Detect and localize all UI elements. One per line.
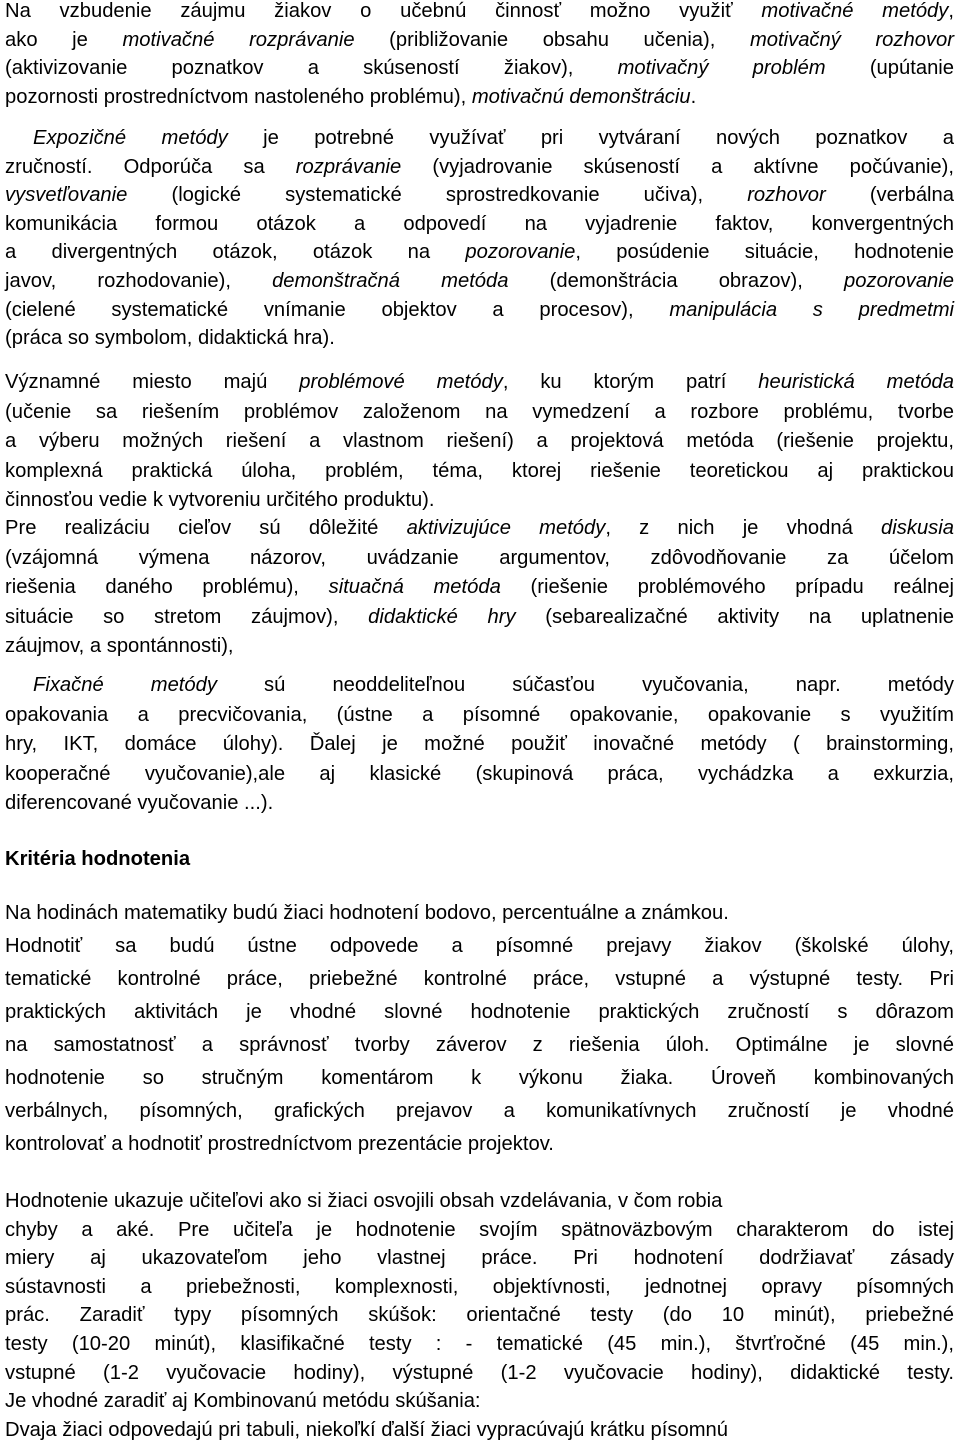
text-line: Pre realizáciu cieľov sú dôležité aktivizujúce metódy, z nich je vhodná diskusia [5,517,954,539]
text-line: Na vzbudenie záujmu žiakov o učebnú činnosť možno využiť motivačné metódy, [5,0,954,22]
text-line: Hodnotiť sa budú ústne odpovede a písomné prejavy žiakov (školské úlohy, [5,935,954,957]
text-line: komunikácia formou otázok a odpovedí na vyjadrenie faktov, konvergentných [5,212,954,235]
text-line: Dvaja žiaci odpovedajú pri tabuli, niekoľkí ďalší žiaci vypracúvajú krátku písomnú [5,1418,728,1441]
text-line: kontrolovať a hodnotiť prostredníctvom prezentácie projektov. [5,1133,554,1155]
text-line: záujmov, a spontánnosti), [5,635,234,657]
text-line: komplexná praktická úloha, problém, téma, ktorej riešenie teoretickou aj praktickou [5,459,954,482]
paragraph-evaluation [5,897,954,1161]
text-line: činnosťou vedie k vytvoreniu určitého produktu). [5,489,435,511]
heading-evaluation-criteria: Kritéria hodnotenia [5,848,191,870]
text-line: Hodnotenie ukazuje učiteľovi ako si žiaci osvojili obsah vzdelávania, v čom robia [5,1190,723,1212]
text-line: zručností. Odporúča sa rozprávanie (vyjadrovanie skúseností a aktívne počúvanie), [5,155,954,178]
text-line: a výberu možných riešení a vlastnom riešení) a projektová metóda (riešenie projektu, [5,430,954,452]
paragraph-motivational-methods [5,0,954,111]
text-line: (cielené systematické vnímanie objektov a procesov), manipulácia s predmetmi [5,298,954,321]
text-line: a divergentných otázok, otázok na pozorovanie, posúdenie situácie, hodnotenie [5,241,955,264]
text-line: vysvetľovanie (logické systematické sprostredkovanie učiva), rozhovor (verbálna [5,184,954,207]
text-line: ako je motivačné rozprávanie (približovanie obsahu učenia), motivačný rozhovor [5,28,954,51]
text-line: kooperačné vyučovanie),ale aj klasické (skupinová práca, vychádzka a exkurzia, [5,762,954,785]
paragraph-problem-methods [5,368,954,516]
paragraph-activating-methods [5,514,954,662]
text-line: (práca so symbolom, didaktická hra). [5,327,335,350]
text-line: Fixačné metódy sú neoddeliteľnou súčasťou vyučovania, napr. metódy [33,674,954,696]
text-line: javov, rozhodovanie), demonštračná metóda (demonštrácia obrazov), pozorovanie [5,269,955,292]
text-line: (vzájomná výmena názorov, uvádzanie argumentov, zdôvodňovanie za účelom [5,546,954,569]
text-line: riešenia daného problému), situačná metóda (riešenie problémového prípadu reálnej [5,576,954,598]
text-line: Na hodinách matematiky budú žiaci hodnotení bodovo, percentuálne a známkou. [5,902,729,924]
text-line: pozornosti prostredníctvom nastoleného problému), motivačnú demonštráciu. [5,85,697,108]
text-line: miery aj ukazovateľom jeho vlastnej práce. Pri hodnotení dodržiavať zásady [5,1247,954,1270]
text-line: Je vhodné zaradiť aj Kombinovanú metódu skúšania: [5,1390,481,1413]
text-line: prác. Zaradiť typy písomných skúšok: orientačné testy (do 10 minút), priebežné [5,1304,954,1327]
text-line: verbálnych, písomných, grafických prejavov a komunikatívnych zručností je vhodné [5,1100,954,1122]
paragraph-assessment [5,1187,954,1444]
text-line: situácie so stretom záujmov), didaktické hry (sebarealizačné aktivity na uplatnenie [5,605,954,628]
paragraph-expository-methods [5,124,954,353]
text-line: Významné miesto majú problémové metódy, ku ktorým patrí heuristická metóda [5,371,955,393]
text-line: (aktivizovanie poznatkov a skúseností žiakov), motivačný problém (upútanie [5,57,955,80]
text-line: diferencované vyučovanie ...). [5,792,274,814]
text-line: na samostatnosť a správnosť tvorby záverov z riešenia úloh. Optimálne je slovné [5,1034,954,1056]
text-line: testy (10-20 minút), klasifikačné testy : - tematické (45 min.), štvrťročné (45 min.), [5,1332,954,1355]
text-line: vstupné (1-2 vyučovacie hodiny), výstupné (1-2 vyučovacie hodiny), didaktické testy. [5,1361,954,1384]
text-line: (učenie sa riešením problémov založenom na vymedzení a rozbore problému, tvorbe [5,400,954,423]
text-line: hry, IKT, domáce úlohy). Ďalej je možné použiť inovačné metódy ( brainstorming, [5,733,954,755]
text-line: Expozičné metódy je potrebné využívať pri vytváraní nových poznatkov a [33,127,955,149]
text-line: sústavnosti a priebežnosti, komplexnosti, objektívnosti, jednotnej opravy písomných [5,1275,954,1298]
section-heading [5,845,954,874]
text-line: hodnotenie so stručným komentárom k výkonu žiaka. Úroveň kombinovaných [5,1067,954,1089]
text-line: chyby a aké. Pre učiteľa je hodnotenie svojím spätnoväzbovým charakterom do istej [5,1218,954,1241]
text-line: praktických aktivitách je vhodné slovné hodnotenie praktických zručností s dôrazom [5,1001,954,1023]
text-line: opakovania a precvičovania, (ústne a písomné opakovanie, opakovanie s využitím [5,703,954,726]
paragraph-fixation-methods [5,671,954,819]
text-line: tematické kontrolné práce, priebežné kontrolné práce, vstupné a výstupné testy. Pri [5,968,954,990]
